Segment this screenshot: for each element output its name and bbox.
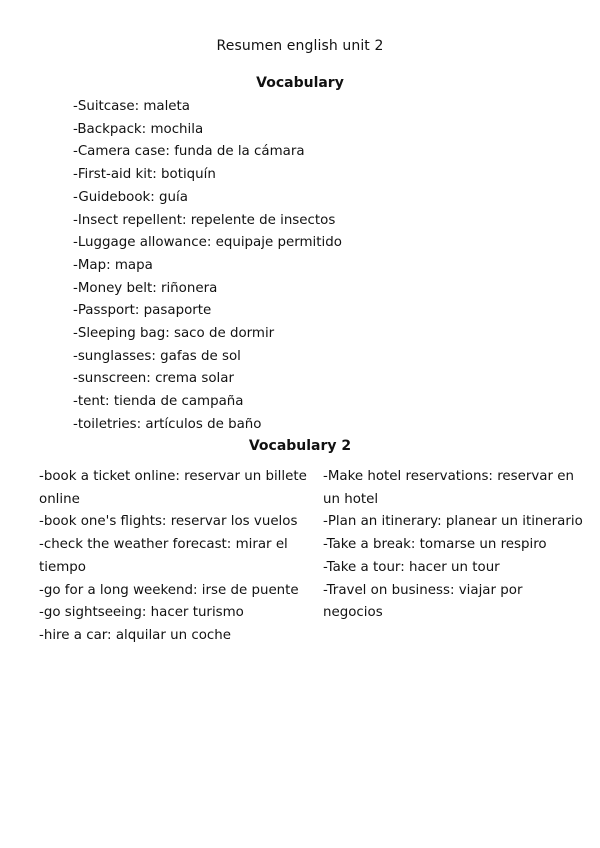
vocabulary-item: -Map: mapa <box>73 257 153 273</box>
vocabulary2-item: -go sightseeing: hacer turismo <box>39 605 244 621</box>
vocabulary-item: -Money belt: riñonera <box>73 280 218 296</box>
vocabulary2-item: -Travel on business: viajar por negocios <box>323 582 523 621</box>
vocabulary-item: -tent: tienda de campaña <box>73 394 244 410</box>
vocabulary-item: -Suitcase: maleta <box>73 99 191 114</box>
vocabulary2-item: -hire a car: alquilar un coche <box>39 627 232 643</box>
vocabulary2-left-column <box>39 466 307 648</box>
vocabulary2-item: -Plan an itinerary: planear un itinerario <box>323 514 583 530</box>
vocabulary-item: -Luggage allowance: equipaje permitido <box>73 235 342 251</box>
vocabulary-item: -First-aid kit: botiquín <box>73 167 216 183</box>
vocabulary-item: -sunglasses: gafas de sol <box>73 348 241 364</box>
vocabulary2-item: -check the weather forecast: mirar el tiempo <box>39 537 288 575</box>
vocabulary-list <box>73 96 342 437</box>
vocabulary2-item: -book one's flights: reservar los vuelos <box>39 514 298 530</box>
document-title: Resumen english unit 2 <box>216 38 384 54</box>
vocabulary-heading: Vocabulary <box>256 75 344 91</box>
vocabulary2-right-column <box>323 466 585 625</box>
vocabulary-item: -toiletries: artículos de baño <box>73 416 262 432</box>
vocabulary-item: -Passport: pasaporte <box>73 303 212 319</box>
vocabulary-item: -Camera case: funda de la cámara <box>73 144 305 160</box>
vocabulary-item: -Sleeping bag: saco de dormir <box>73 326 275 342</box>
vocabulary2-item: -go for a long weekend: irse de puente <box>39 582 299 598</box>
vocabulary2-item: -book a ticket online: reservar un billete online <box>39 469 307 507</box>
vocabulary-item: -Guidebook: guía <box>73 189 188 205</box>
vocabulary-item: -sunscreen: crema solar <box>73 371 234 387</box>
vocabulary2-item: -Take a tour: hacer un tour <box>323 559 500 575</box>
vocabulary2-item: -Take a break: tomarse un respiro <box>323 537 547 553</box>
vocabulary-item: -Insect repellent: repelente de insectos <box>73 212 336 228</box>
vocabulary2-item: -Make hotel reservations: reservar en un hotel <box>323 469 574 507</box>
vocabulary-item: -Backpack: mochila <box>73 121 204 137</box>
vocabulary2-heading: Vocabulary 2 <box>248 438 352 454</box>
